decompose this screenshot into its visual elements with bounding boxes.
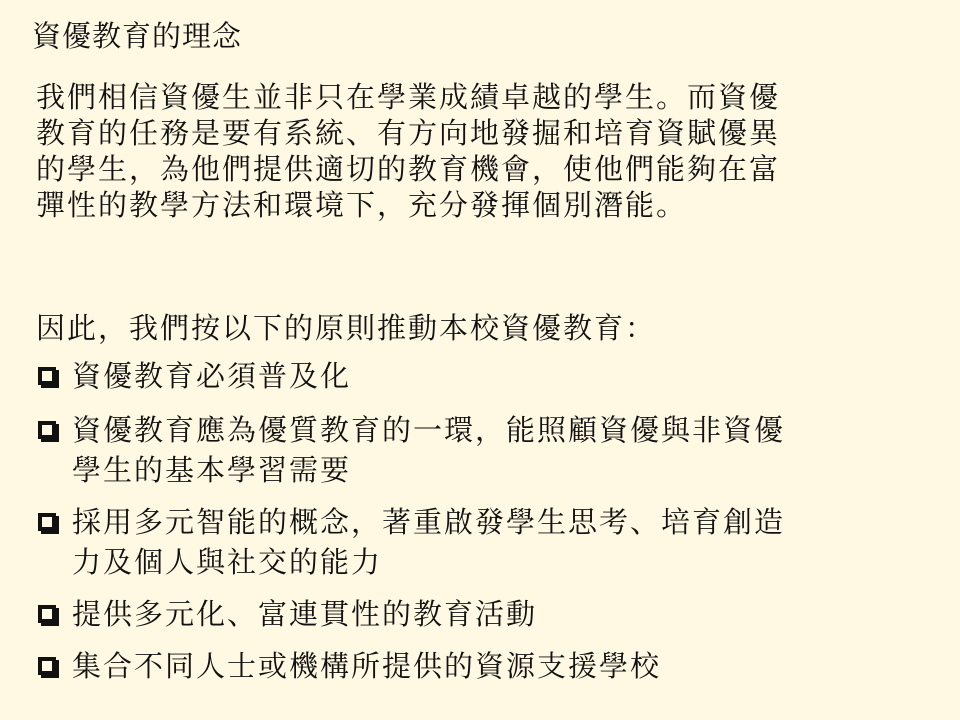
principles-list [36, 356, 936, 686]
list-item-text: 提供多元化、富連貫性的教育活動 [72, 597, 538, 631]
square-bullet-icon [38, 513, 56, 531]
square-bullet-icon [38, 605, 56, 623]
list-item [36, 594, 936, 634]
square-bullet-icon [38, 367, 56, 385]
square-bullet-icon [38, 421, 56, 439]
principles-intro: 因此，我們按以下的原則推動本校資優教育： [36, 311, 657, 345]
list-item [36, 356, 936, 396]
list-item-text: 資優教育必須普及化 [72, 359, 352, 393]
list-item [36, 502, 936, 582]
list-item-text: 採用多元智能的概念，著重啟發學生思考、培育創造 [72, 505, 786, 539]
slide-title: 資優教育的理念 [32, 19, 243, 53]
paragraph-line: 教育的任務是要有系統、有方向地發掘和培育資賦優異 [36, 116, 781, 150]
philosophy-paragraph [36, 79, 928, 223]
list-item-text: 學生的基本學習需要 [72, 453, 352, 487]
paragraph-line: 的學生，為他們提供適切的教育機會，使他們能夠在富 [36, 152, 781, 186]
paragraph-line: 彈性的教學方法和環境下，充分發揮個別潛能。 [36, 188, 688, 222]
list-item [36, 410, 936, 490]
list-item-text: 集合不同人士或機構所提供的資源支援學校 [72, 649, 662, 683]
list-item-text: 資優教育應為優質教育的一環，能照顧資優與非資優 [72, 413, 786, 447]
paragraph-line: 我們相信資優生並非只在學業成績卓越的學生。而資優 [36, 80, 781, 114]
list-item-text: 力及個人與社交的能力 [72, 545, 383, 579]
square-bullet-icon [38, 657, 56, 675]
list-item [36, 646, 936, 686]
